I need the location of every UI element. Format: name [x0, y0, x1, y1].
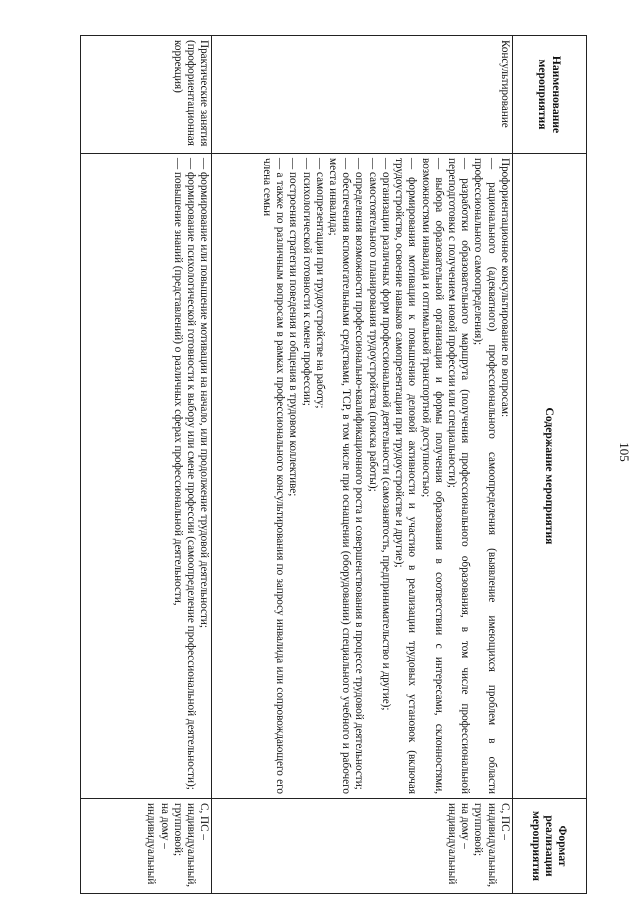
format-line: групповой;: [171, 803, 184, 857]
content-item: — определения возможности профессионально-квалификационного роста и совершенствования в процессе трудовой деятельности;: [353, 158, 366, 790]
content-intro: Профориентационное консультирование по вопросам:: [498, 158, 511, 418]
row-name-cell: [212, 36, 513, 154]
page-number: 105: [617, 442, 632, 462]
content-item: — обеспечения вспомогательными средствами, ТСР, в том числе при оснащении (оборудовании) специального учебного и рабочего места инвалида;: [327, 158, 353, 794]
format-line: индивидуальный: [445, 803, 458, 885]
row-name: Практические занятия (профориентационная коррекция): [171, 40, 211, 147]
header-content: Содержание мероприятия: [512, 154, 586, 799]
activities-table: [80, 35, 587, 894]
content-item: — самопрезентации при трудоустройстве на работу;: [313, 158, 326, 409]
row-name: Консультирование: [498, 40, 511, 128]
content-item: — разработки образовательного маршрута (получения профессионального образования, в том числе профессиональной переподготовки с получением новой профессии или специальности);: [445, 158, 472, 794]
format-line: групповой;: [472, 803, 485, 857]
content-item: — организации различных форм профессиональной деятельности (самозанятость, предпринимательство и другие);: [379, 158, 392, 711]
table-row: [212, 36, 513, 894]
content-item: — выбора образовательной организации и формы получения образования в соответствии с интересами, склонностями, возможностями инвалида и оптимальной транспортной доступностью;: [419, 158, 445, 794]
header-name: Наименование мероприятия: [512, 36, 586, 154]
format-line: С, ПС –: [498, 803, 511, 840]
content-item: — формирования мотивации к повышению деловой активности и участию в реализации трудовых установок (включая трудоустройство, освоение навыков самопрезентации при трудоустройстве и другие);: [393, 158, 419, 794]
format-line: на дому –: [158, 803, 171, 849]
format-line: индивидуальный,: [485, 803, 498, 888]
content-item: — формирование психологической готовности к выбору или смене профессии (самоопределение профессиональной деятельности);: [185, 158, 198, 790]
content-item: — построения стратегии поведения и общения в трудовом коллективе;: [287, 158, 300, 497]
table-row: [81, 36, 212, 894]
format-line: индивидуальный: [145, 803, 158, 885]
row-name-cell: [81, 36, 212, 154]
content-item: — повышение знаний (представлений) о различных сферах профессиональной деятельности,: [171, 158, 184, 606]
row-content-cell: [212, 154, 513, 799]
content-item: — психологической готовности к смене профессии;: [300, 158, 313, 406]
format-line: С, ПС –: [198, 803, 211, 840]
header-format: Формат реализации мероприятия: [512, 799, 586, 894]
row-format-cell: [81, 799, 212, 894]
table-header-row: [512, 36, 586, 894]
content-item: — рационального (адекватного) профессионального самоопределения (выявление имеющихся проблем в области профессионального самоопределения);: [472, 158, 498, 794]
content-item: — формирование или повышение мотивации на начало, или продолжение трудовой деятельности;: [198, 158, 211, 628]
content-item: — самостоятельного планирования трудоустройства (поиска работы);: [366, 158, 379, 492]
rotated-table-wrapper: [80, 35, 587, 893]
content-item: — а также по различным вопросам в рамках профессионального консультирования по запросу инвалида или сопровождающего его члена семьи: [260, 158, 287, 794]
row-content-cell: [81, 154, 212, 799]
format-line: индивидуальный,: [185, 803, 198, 888]
format-line: на дому –: [459, 803, 472, 849]
row-format-cell: [212, 799, 513, 894]
